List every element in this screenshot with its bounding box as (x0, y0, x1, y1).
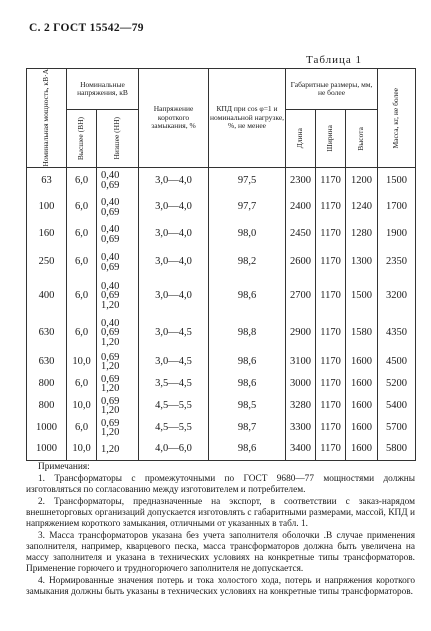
cell-width: 1170 (316, 417, 346, 439)
cell-mass: 1500 (378, 167, 416, 194)
cell-width: 1170 (316, 315, 346, 351)
cell-length: 3100 (286, 351, 316, 373)
cell-length: 2700 (286, 277, 316, 315)
col-sc-voltage-header: Напряжение короткого замыкания, % (139, 69, 209, 168)
cell-mass: 4350 (378, 315, 416, 351)
cell-sc-voltage: 4,0—6,0 (139, 439, 209, 460)
lv-value: 0,40 (101, 224, 120, 236)
table-label: Таблица 1 (306, 54, 363, 66)
lv-value: 1,20 (101, 405, 120, 417)
cell-mass: 3200 (378, 277, 416, 315)
cell-length: 3280 (286, 395, 316, 417)
table-row (27, 417, 416, 439)
cell-mass: 5800 (378, 439, 416, 460)
lv-value: 0,40 (101, 170, 120, 182)
cell-power: 800 (27, 373, 67, 395)
cell-hv: 6,0 (67, 167, 97, 194)
cell-hv: 6,0 (67, 221, 97, 248)
cell-mass: 5400 (378, 395, 416, 417)
table-row (27, 167, 416, 194)
lv-value: 0,69 (101, 395, 120, 407)
lv-value: 0,40 (101, 280, 120, 292)
cell-hv: 6,0 (67, 315, 97, 351)
cell-hv: 6,0 (67, 194, 97, 221)
cell-sc-voltage: 4,5—5,5 (139, 417, 209, 439)
cell-power: 160 (27, 221, 67, 248)
col-length-header: Длина (286, 110, 316, 167)
cell-power: 63 (27, 167, 67, 194)
lv-value: 1,20 (101, 383, 120, 395)
note-item: 3. Масса трансформаторов указана без учета заполнителя оболочки .В случае применения заполнителя, например, кварцевого песка, масса трансформаторов должна быть увеличена на массу заполнителя и указана в технических условиях на конкретные типы трансформаторов. Применение горючего и трудногорючего заполнителя не допускается. (26, 531, 415, 574)
cell-height: 1600 (346, 395, 378, 417)
col-voltage-group-header: Номинальные напряжения, кВ (67, 69, 139, 110)
table-row (27, 194, 416, 221)
cell-efficiency: 98,0 (209, 221, 286, 248)
cell-efficiency: 98,2 (209, 248, 286, 277)
cell-efficiency: 98,6 (209, 277, 286, 315)
cell-efficiency: 98,7 (209, 417, 286, 439)
cell-height: 1240 (346, 194, 378, 221)
lv-value: 0,69 (101, 206, 120, 218)
lv-value: 1,20 (101, 443, 120, 455)
lv-value: 1,20 (101, 299, 120, 311)
cell-hv: 10,0 (67, 351, 97, 373)
cell-length: 2900 (286, 315, 316, 351)
cell-mass: 5200 (378, 373, 416, 395)
cell-length: 3300 (286, 417, 316, 439)
cell-sc-voltage: 3,0—4,0 (139, 248, 209, 277)
cell-height: 1600 (346, 351, 378, 373)
col-width-header: Ширина (316, 110, 346, 167)
cell-hv: 10,0 (67, 395, 97, 417)
lv-value: 0,69 (101, 417, 120, 429)
table-row (27, 439, 416, 460)
cell-width: 1170 (316, 248, 346, 277)
cell-lv (97, 417, 139, 439)
cell-height: 1600 (346, 439, 378, 460)
note-item: 2. Трансформаторы, предназначенные на экспорт, в соответствии с заказ-нарядом внешнеторговых организаций допускается изготовлять с габаритными размерами, массой, КПД и напряжением короткого замыкания, отличными от указанных в табл. 1. (26, 497, 415, 529)
table-row (27, 373, 416, 395)
cell-power: 630 (27, 351, 67, 373)
cell-efficiency: 97,5 (209, 167, 286, 194)
cell-height: 1600 (346, 417, 378, 439)
col-power-header: Номинальная мощность, кВ·А (27, 69, 67, 168)
cell-length: 2300 (286, 167, 316, 194)
cell-hv: 6,0 (67, 373, 97, 395)
notes (26, 462, 415, 599)
cell-length: 2600 (286, 248, 316, 277)
cell-sc-voltage: 3,0—4,0 (139, 194, 209, 221)
cell-length: 3000 (286, 373, 316, 395)
lv-value: 0,69 (101, 290, 120, 302)
cell-lv (97, 167, 139, 194)
cell-power: 250 (27, 248, 67, 277)
cell-width: 1170 (316, 167, 346, 194)
cell-lv (97, 315, 139, 351)
lv-value: 0,40 (101, 252, 120, 264)
col-mass-header: Масса, кг, не более (378, 69, 416, 168)
cell-efficiency: 98,6 (209, 373, 286, 395)
cell-height: 1300 (346, 248, 378, 277)
cell-width: 1170 (316, 351, 346, 373)
cell-efficiency: 98,8 (209, 315, 286, 351)
cell-mass: 4500 (378, 351, 416, 373)
cell-sc-voltage: 4,5—5,5 (139, 395, 209, 417)
cell-lv (97, 221, 139, 248)
cell-mass: 2350 (378, 248, 416, 277)
cell-sc-voltage: 3,0—4,0 (139, 221, 209, 248)
col-lv-header: Низшее (НН) (97, 110, 139, 167)
cell-efficiency: 97,7 (209, 194, 286, 221)
cell-width: 1170 (316, 194, 346, 221)
cell-width: 1170 (316, 439, 346, 460)
lv-value: 1,20 (101, 361, 120, 373)
col-dims-group-header: Габаритные размеры, мм, не более (286, 69, 378, 110)
cell-hv: 6,0 (67, 417, 97, 439)
cell-sc-voltage: 3,0—4,0 (139, 167, 209, 194)
cell-power: 1000 (27, 439, 67, 460)
cell-width: 1170 (316, 373, 346, 395)
cell-efficiency: 98,5 (209, 395, 286, 417)
cell-sc-voltage: 3,0—4,5 (139, 351, 209, 373)
cell-length: 2450 (286, 221, 316, 248)
lv-value: 0,40 (101, 317, 120, 329)
table-row (27, 315, 416, 351)
cell-lv (97, 277, 139, 315)
cell-lv (97, 248, 139, 277)
col-efficiency-header: КПД при cos φ=1 и номинальной нагрузке, %, не менее (209, 69, 286, 168)
cell-sc-voltage: 3,5—4,5 (139, 373, 209, 395)
lv-value: 0,69 (101, 327, 120, 339)
notes-title: Примечания: (38, 462, 90, 472)
table-row (27, 221, 416, 248)
lv-value: 0,69 (101, 179, 120, 191)
cell-power: 100 (27, 194, 67, 221)
cell-hv: 6,0 (67, 248, 97, 277)
table-body (27, 167, 416, 460)
cell-power: 800 (27, 395, 67, 417)
cell-width: 1170 (316, 395, 346, 417)
lv-value: 0,69 (101, 233, 120, 245)
cell-length: 3400 (286, 439, 316, 460)
cell-power: 1000 (27, 417, 67, 439)
cell-mass: 1900 (378, 221, 416, 248)
cell-lv (97, 351, 139, 373)
cell-power: 400 (27, 277, 67, 315)
cell-height: 1500 (346, 277, 378, 315)
table-row (27, 351, 416, 373)
table-row (27, 277, 416, 315)
transformer-table (26, 68, 416, 461)
lv-value: 0,69 (101, 351, 120, 363)
lv-value: 1,20 (101, 427, 120, 439)
lv-value: 0,69 (101, 261, 120, 273)
cell-power: 630 (27, 315, 67, 351)
cell-lv (97, 194, 139, 221)
cell-efficiency: 98,6 (209, 351, 286, 373)
page-header: С. 2 ГОСТ 15542—79 (29, 22, 144, 34)
cell-mass: 1700 (378, 194, 416, 221)
cell-height: 1600 (346, 373, 378, 395)
cell-height: 1580 (346, 315, 378, 351)
table-row (27, 248, 416, 277)
cell-sc-voltage: 3,0—4,0 (139, 277, 209, 315)
cell-sc-voltage: 3,0—4,5 (139, 315, 209, 351)
table-row (27, 395, 416, 417)
cell-hv: 6,0 (67, 277, 97, 315)
cell-width: 1170 (316, 277, 346, 315)
cell-lv (97, 373, 139, 395)
cell-lv (97, 439, 139, 460)
cell-lv (97, 395, 139, 417)
lv-value: 0,69 (101, 373, 120, 385)
cell-mass: 5700 (378, 417, 416, 439)
cell-length: 2400 (286, 194, 316, 221)
note-item: 4. Нормированные значения потерь и тока холостого хода, потерь и напряжения короткого замыкания должны быть указаны в технических условиях на конкретные типы трансформаторов. (26, 576, 415, 597)
cell-height: 1280 (346, 221, 378, 248)
lv-value: 1,20 (101, 336, 120, 348)
col-height-header: Высота (346, 110, 378, 167)
note-item: 1. Трансформаторы с промежуточными по ГОСТ 9680—77 мощностями должны изготовляться по согласованию между изготовителем и потребителем. (26, 474, 415, 495)
cell-width: 1170 (316, 221, 346, 248)
cell-hv: 10,0 (67, 439, 97, 460)
cell-efficiency: 98,6 (209, 439, 286, 460)
cell-height: 1200 (346, 167, 378, 194)
col-hv-header: Высшее (ВН) (67, 110, 97, 167)
lv-value: 0,40 (101, 197, 120, 209)
